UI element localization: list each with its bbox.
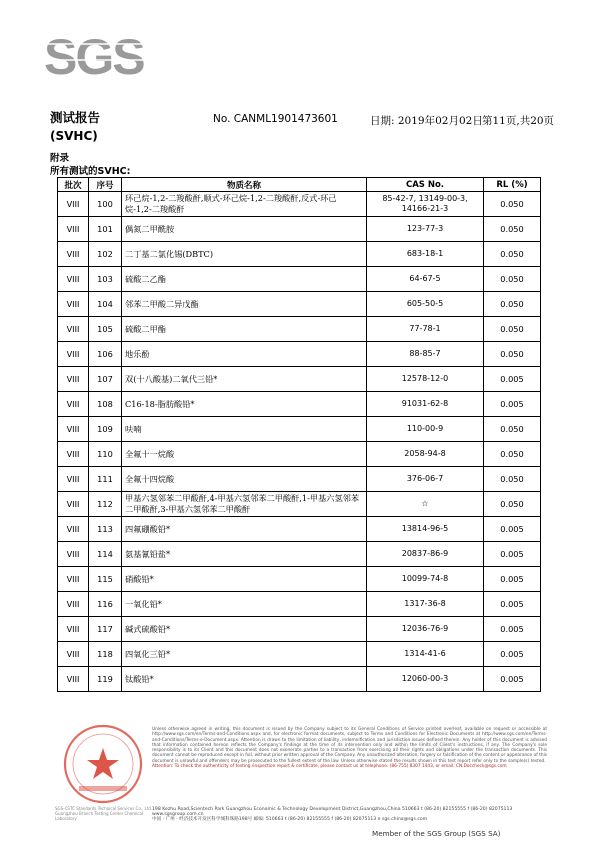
cell-rl: 0.050 [484, 442, 541, 467]
table-row [58, 317, 541, 342]
page-number: 第11页,共20页 [482, 115, 555, 127]
table-row [58, 667, 541, 692]
table-row [58, 617, 541, 642]
table-row [58, 192, 541, 217]
cell-cas: 12578-12-0 [367, 367, 484, 392]
cell-cas: 85-42-7, 13149-00-3, 14166-21-3 [367, 192, 484, 217]
cell-rl: 0.050 [484, 267, 541, 292]
cell-rl: 0.005 [484, 567, 541, 592]
col-header-cas: CAS No. [367, 178, 484, 192]
cell-name: 二丁基二氯化锡(DBTC) [122, 242, 367, 267]
cell-name: 氨基氰铅盐* [122, 542, 367, 567]
table-body [58, 192, 541, 692]
cell-cas: 2058-94-8 [367, 442, 484, 467]
report-number: No. CANML1901473601 [213, 113, 338, 125]
cell-name: 呋喃 [122, 417, 367, 442]
table-row [58, 217, 541, 242]
cell-name: 全氟十四烷酸 [122, 467, 367, 492]
report-title-svhc: (SVHC) [50, 129, 98, 143]
cell-name: 硫酸二甲酯 [122, 317, 367, 342]
table-row [58, 392, 541, 417]
cell-no: 118 [89, 642, 122, 667]
cell-batch: VIII [58, 192, 89, 217]
cell-cas: 1317-36-8 [367, 592, 484, 617]
cell-batch: VIII [58, 342, 89, 367]
cell-name: C16-18-脂肪酸铅* [122, 392, 367, 417]
cell-rl: 0.005 [484, 642, 541, 667]
table-header-row [58, 178, 541, 192]
cell-rl: 0.050 [484, 317, 541, 342]
cell-rl: 0.005 [484, 617, 541, 642]
cell-batch: VIII [58, 217, 89, 242]
cell-batch: VIII [58, 367, 89, 392]
cell-name: 硝酸铅* [122, 567, 367, 592]
cell-no: 113 [89, 517, 122, 542]
table-row [58, 517, 541, 542]
table-row [58, 417, 541, 442]
cell-batch: VIII [58, 517, 89, 542]
sgs-member-note: Member of the SGS Group (SGS SA) [372, 829, 501, 838]
col-header-rl: RL (%) [484, 178, 541, 192]
cell-cas: 110-00-9 [367, 417, 484, 442]
cell-rl: 0.050 [484, 417, 541, 442]
svg-text:SGS: SGS [44, 30, 144, 80]
cell-no: 114 [89, 542, 122, 567]
cell-cas: 376-06-7 [367, 467, 484, 492]
cell-batch: VIII [58, 542, 89, 567]
cell-rl: 0.005 [484, 592, 541, 617]
cell-cas: 77-78-1 [367, 317, 484, 342]
cell-no: 111 [89, 467, 122, 492]
cell-no: 115 [89, 567, 122, 592]
disclaimer [152, 727, 547, 769]
cell-batch: VIII [58, 642, 89, 667]
table-row [58, 567, 541, 592]
cell-batch: VIII [58, 417, 89, 442]
cell-rl: 0.005 [484, 517, 541, 542]
address-cn: 中国 · 广州 · 经济技术开发区科学城科珠路198号 邮编: 510663 t (86-20) 82155555 f (86-20) 82075113 e sgs.china@sgs.com [152, 817, 428, 822]
cell-batch: VIII [58, 492, 89, 517]
table-row [58, 442, 541, 467]
cell-batch: VIII [58, 392, 89, 417]
inspection-seal [57, 718, 149, 810]
cell-rl: 0.005 [484, 367, 541, 392]
cell-cas: 1314-41-6 [367, 642, 484, 667]
cell-name: 甲基六氢邻苯二甲酸酐,4-甲基六氢邻苯二甲酸酐,1-甲基六氢邻苯二甲酸酐,3-甲基六氢邻苯二甲酸酐 [122, 492, 367, 517]
table-row [58, 542, 541, 567]
cell-cas: 683-18-1 [367, 242, 484, 267]
cell-no: 100 [89, 192, 122, 217]
all-tested-label: 所有测试的SVHC: [50, 166, 131, 177]
cell-cas: 88-85-7 [367, 342, 484, 367]
cell-rl: 0.005 [484, 392, 541, 417]
col-header-no: 序号 [89, 178, 122, 192]
cell-rl: 0.050 [484, 492, 541, 517]
cell-rl: 0.050 [484, 192, 541, 217]
cell-name: 偶氮二甲酰胺 [122, 217, 367, 242]
cell-rl: 0.050 [484, 467, 541, 492]
cell-name: 硫酸二乙酯 [122, 267, 367, 292]
appendix-label: 附录 [50, 153, 70, 164]
cell-rl: 0.005 [484, 542, 541, 567]
table-row [58, 267, 541, 292]
cell-no: 104 [89, 292, 122, 317]
cell-batch: VIII [58, 667, 89, 692]
cell-batch: VIII [58, 442, 89, 467]
cell-batch: VIII [58, 617, 89, 642]
cell-cas: 91031-62-8 [367, 392, 484, 417]
table-row [58, 492, 541, 517]
cell-no: 117 [89, 617, 122, 642]
cell-cas: 20837-86-9 [367, 542, 484, 567]
cell-cas: 64-67-5 [367, 267, 484, 292]
cell-batch: VIII [58, 592, 89, 617]
cell-no: 112 [89, 492, 122, 517]
col-header-batch: 批次 [58, 178, 89, 192]
cell-batch: VIII [58, 267, 89, 292]
cell-cas: 12036-76-9 [367, 617, 484, 642]
cell-no: 105 [89, 317, 122, 342]
cell-cas: 13814-96-5 [367, 517, 484, 542]
cell-name: 钛酸铅* [122, 667, 367, 692]
cell-cas: 10099-74-8 [367, 567, 484, 592]
cell-no: 103 [89, 267, 122, 292]
attention-note: Attention: To check the authenticity of testing /inspection report & certificate, please contact us at telephone: (86-755) 8307 1443, or email: CN.Doccheck@sgs.com [152, 764, 507, 770]
report-title-cn: 测试报告 [50, 110, 101, 125]
cell-name: 环己烷-1,2-二羧酸酐,顺式-环己烷-1,2-二羧酸酐,反式-环己烷-1,2-二羧酸酐 [122, 192, 367, 217]
disclaimer-text: Unless otherwise agreed in writing, this document is issued by the Company subject to its General Conditions of Service printed overleaf, available on request or accessible at http://www.sgs.com/en/Terms-and-Conditions.aspx and, for electronic format documents, subject to Terms and Conditions for Electronic Documents at http://www.sgs.com/en/Terms-and-Conditions/Terms-e-Document.aspx. Attention is drawn to the limitation of liability, indemnification and jurisdiction issues defined therein. Any holder of this document is advised that information contained hereon reflects the Company's findings at the time of its intervention only and within the limits of Client's instructions, if any. The Company's sole responsibility is to its Client and this document does not exonerate parties to a transaction from exercising all their rights and obligations under the transaction documents. This document cannot be reproduced except in full, without prior written approval of the Company. Any unauthorized alteration, forgery or falsification of the content or appearance of this document is unlawful and offenders may be prosecuted to the fullest extent of the law. Unless otherwise stated the results shown in this test report refer only to the sample(s) tested. [152, 727, 547, 764]
cell-no: 107 [89, 367, 122, 392]
cell-rl: 0.050 [484, 342, 541, 367]
table-row [58, 242, 541, 267]
cell-cas: 12060-00-3 [367, 667, 484, 692]
address-en: 198 Kezhu Road,Scientech Park Guangzhou Economic & Technology Development District,Guangzhou,China 510663 t (86-20) 82155555 f (86-20) 82075113 www.sgsgroup.com.cn [152, 807, 513, 817]
cell-name: 双(十八酸基)二氧代三铅* [122, 367, 367, 392]
cell-rl: 0.005 [484, 667, 541, 692]
cell-no: 119 [89, 667, 122, 692]
cell-rl: 0.050 [484, 242, 541, 267]
cell-no: 101 [89, 217, 122, 242]
cell-cas: 605-50-5 [367, 292, 484, 317]
cell-name: 四氟硼酸铅* [122, 517, 367, 542]
cell-no: 106 [89, 342, 122, 367]
cell-name: 邻苯二甲酸二异戊酯 [122, 292, 367, 317]
cell-cas: ☆ [367, 492, 484, 517]
seal-caption: SGS-CSTC Standards Technical Services Co., Ltd. Guangzhou Branch Testing Center Chemical Laboratory [55, 806, 153, 821]
cell-batch: VIII [58, 242, 89, 267]
cell-no: 109 [89, 417, 122, 442]
svhc-table [57, 177, 541, 692]
cell-no: 116 [89, 592, 122, 617]
table-row [58, 342, 541, 367]
cell-name: 四氧化三铅* [122, 642, 367, 667]
sgs-logo [42, 30, 162, 80]
table-row [58, 467, 541, 492]
table-row [58, 642, 541, 667]
report-date: 日期: 2019年02月02日 [370, 115, 483, 127]
cell-no: 108 [89, 392, 122, 417]
cell-batch: VIII [58, 567, 89, 592]
cell-batch: VIII [58, 292, 89, 317]
table-row [58, 592, 541, 617]
cell-batch: VIII [58, 467, 89, 492]
cell-name: 全氟十一烷酸 [122, 442, 367, 467]
cell-cas: 123-77-3 [367, 217, 484, 242]
cell-batch: VIII [58, 317, 89, 342]
cell-name: 碱式硫酸铅* [122, 617, 367, 642]
cell-no: 110 [89, 442, 122, 467]
cell-rl: 0.050 [484, 217, 541, 242]
cell-no: 102 [89, 242, 122, 267]
cell-name: 一氧化铅* [122, 592, 367, 617]
col-header-substance: 物质名称 [122, 178, 367, 192]
table-row [58, 367, 541, 392]
cell-rl: 0.050 [484, 292, 541, 317]
report-title [50, 109, 100, 145]
cell-name: 地乐酚 [122, 342, 367, 367]
table-row [58, 292, 541, 317]
